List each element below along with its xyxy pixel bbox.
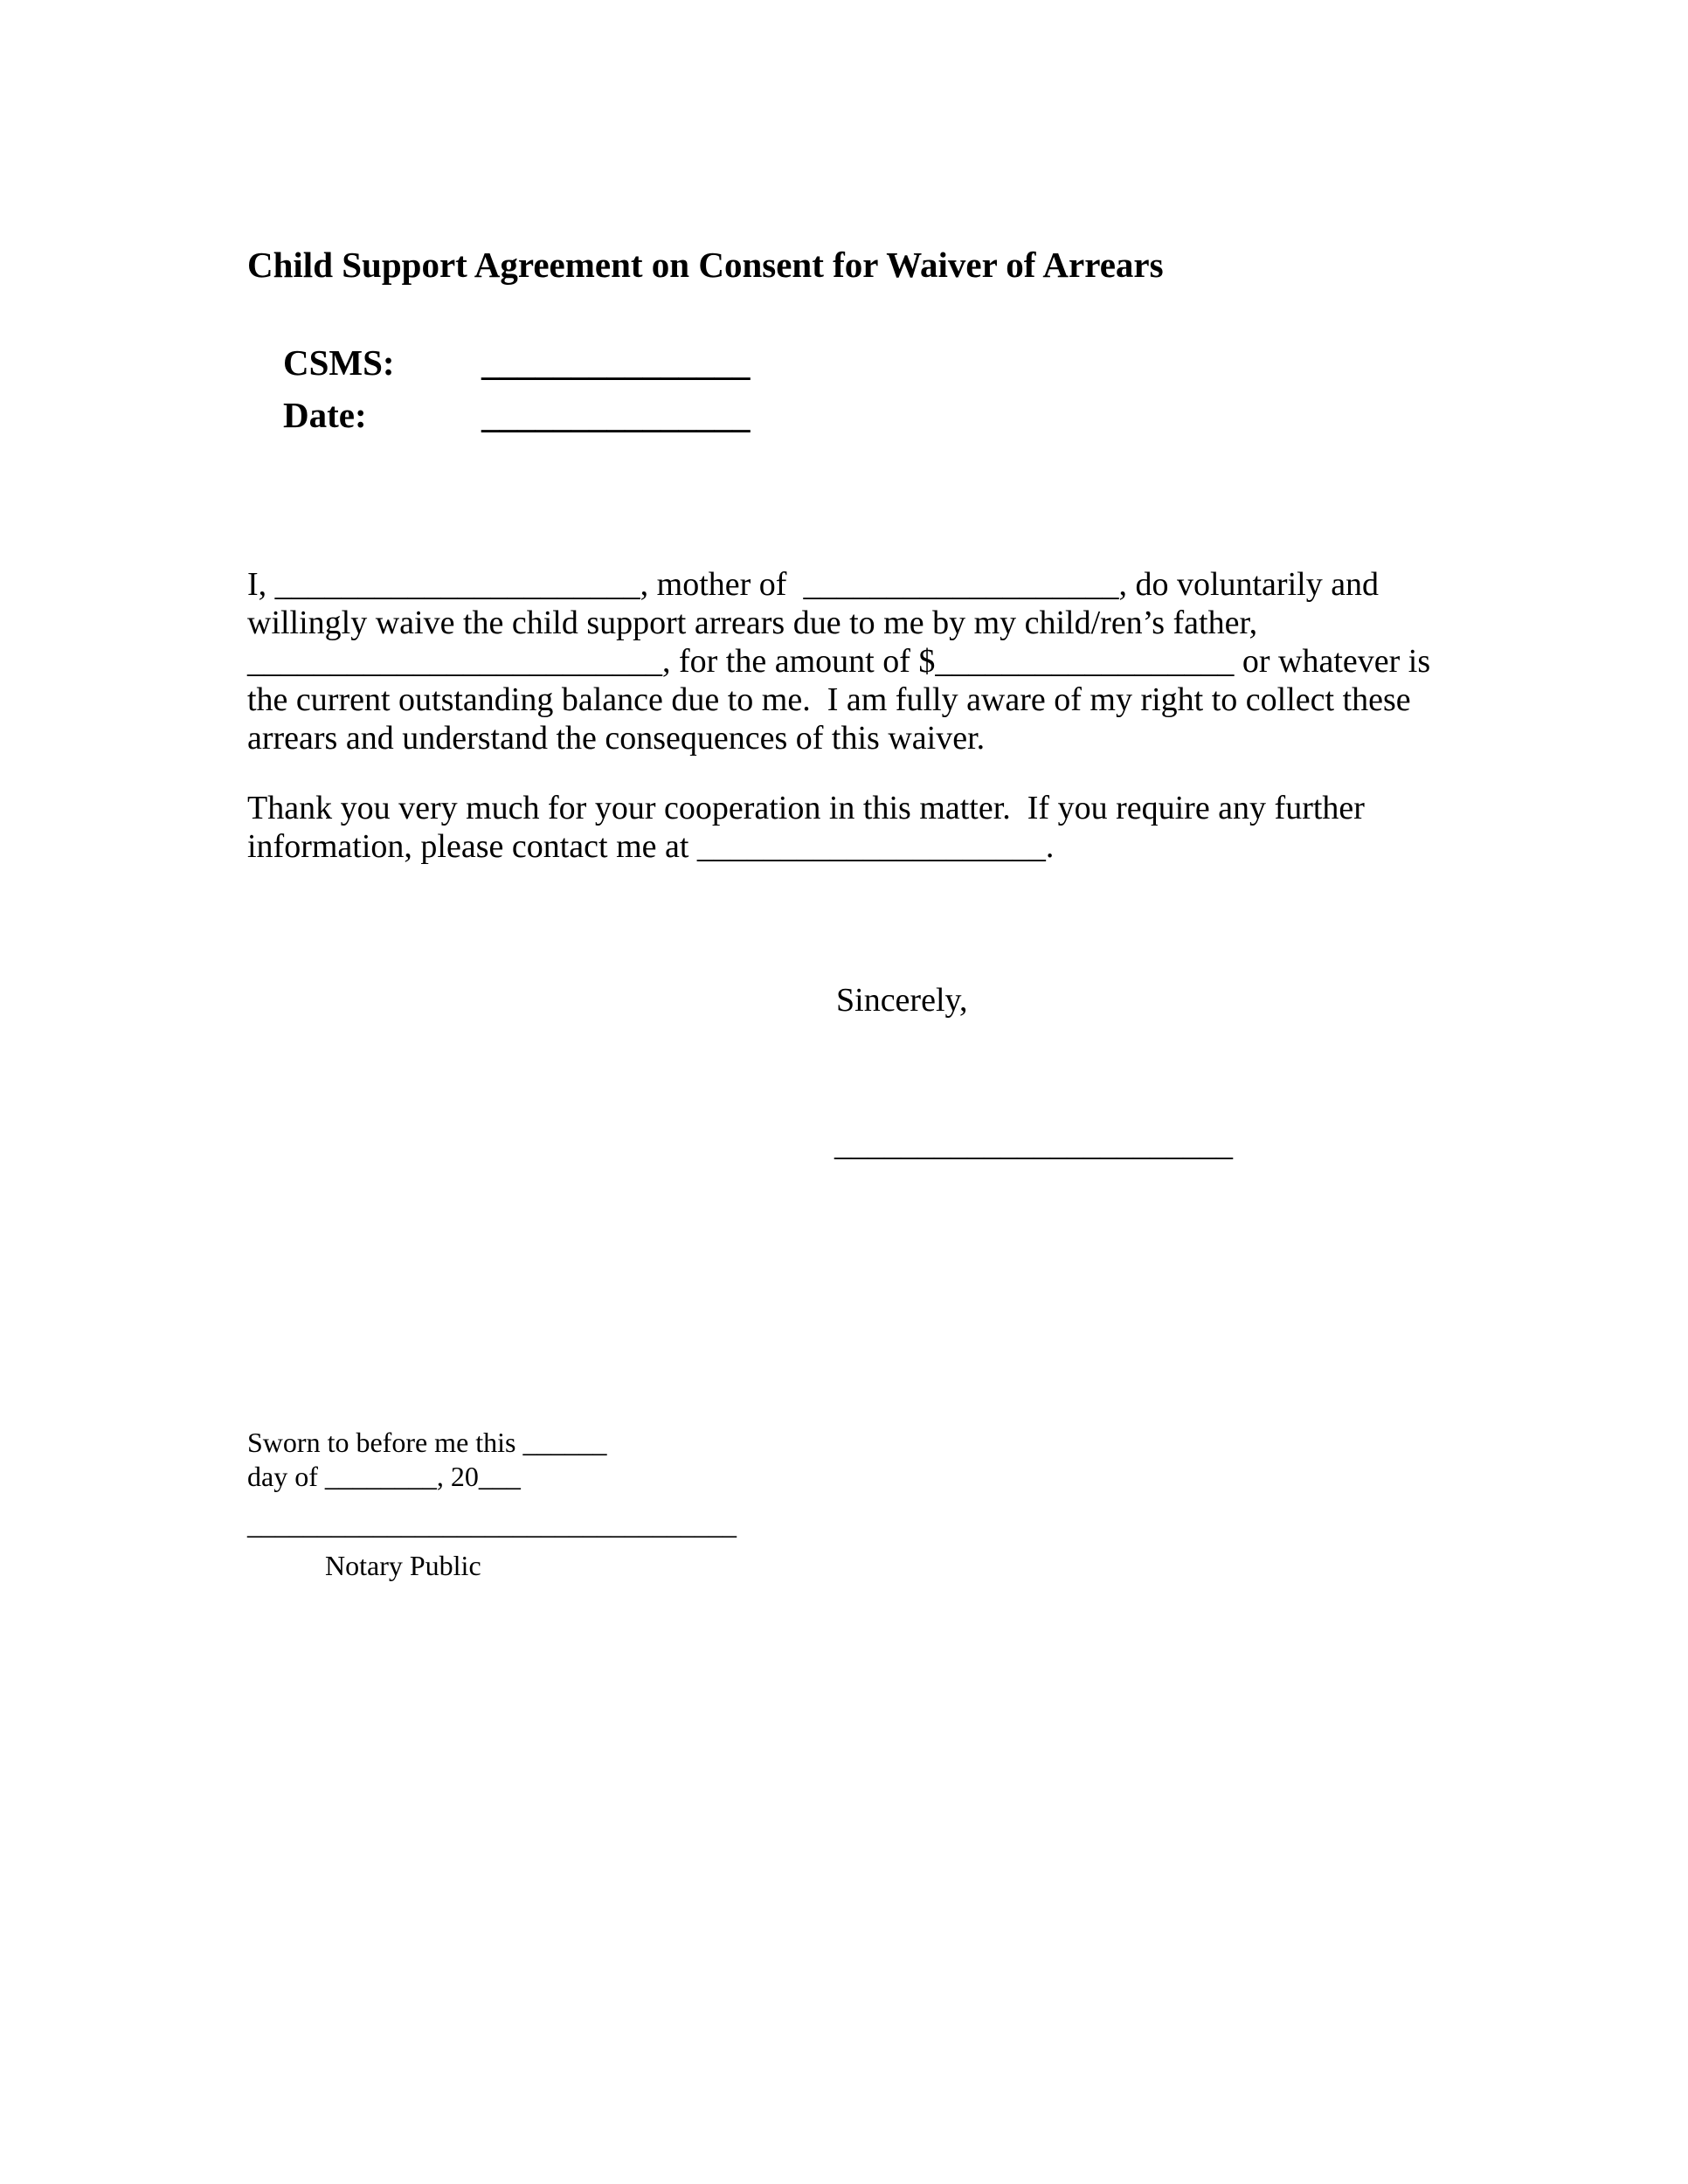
csms-label: CSMS:	[283, 342, 395, 383]
thank-you-paragraph-line: information, please contact me at _____________________.	[247, 828, 1055, 865]
closing-salutation: Sincerely,	[836, 982, 968, 1019]
date-field-row	[247, 349, 751, 480]
csms-blank-field[interactable]: _______________	[481, 342, 751, 383]
waiver-paragraph-line: arrears and understand the consequences of this waiver.	[247, 720, 986, 757]
waiver-paragraph-line: I, ______________________, mother of ___________________, do voluntarily and	[247, 566, 1380, 603]
thank-you-paragraph-line: Thank you very much for your cooperation in this matter. If you require any further	[247, 790, 1365, 826]
waiver-paragraph-line: willingly waive the child support arrears due to me by my child/ren’s father,	[247, 605, 1258, 641]
date-label: Date:	[283, 395, 367, 435]
date-blank-field[interactable]: _______________	[481, 395, 751, 435]
signature-blank-field[interactable]: ________________________	[834, 1126, 1233, 1163]
notary-signature-blank-field[interactable]: ___________________________________	[247, 1509, 737, 1540]
notary-sworn-block	[247, 1426, 607, 1494]
sworn-before-line: Sworn to before me this ______	[247, 1427, 607, 1458]
notary-public-label: Notary Public	[325, 1550, 481, 1581]
thank-you-paragraph	[247, 789, 1365, 866]
document-title: Child Support Agreement on Consent for Waiver of Arrears	[247, 245, 1164, 285]
waiver-paragraph	[247, 565, 1430, 757]
waiver-paragraph-line: the current outstanding balance due to me. I am fully aware of my right to collect these	[247, 681, 1411, 718]
waiver-paragraph-line: _________________________, for the amount of $__________________ or whatever is	[247, 643, 1431, 680]
day-of-line: day of ________, 20___	[247, 1461, 521, 1492]
